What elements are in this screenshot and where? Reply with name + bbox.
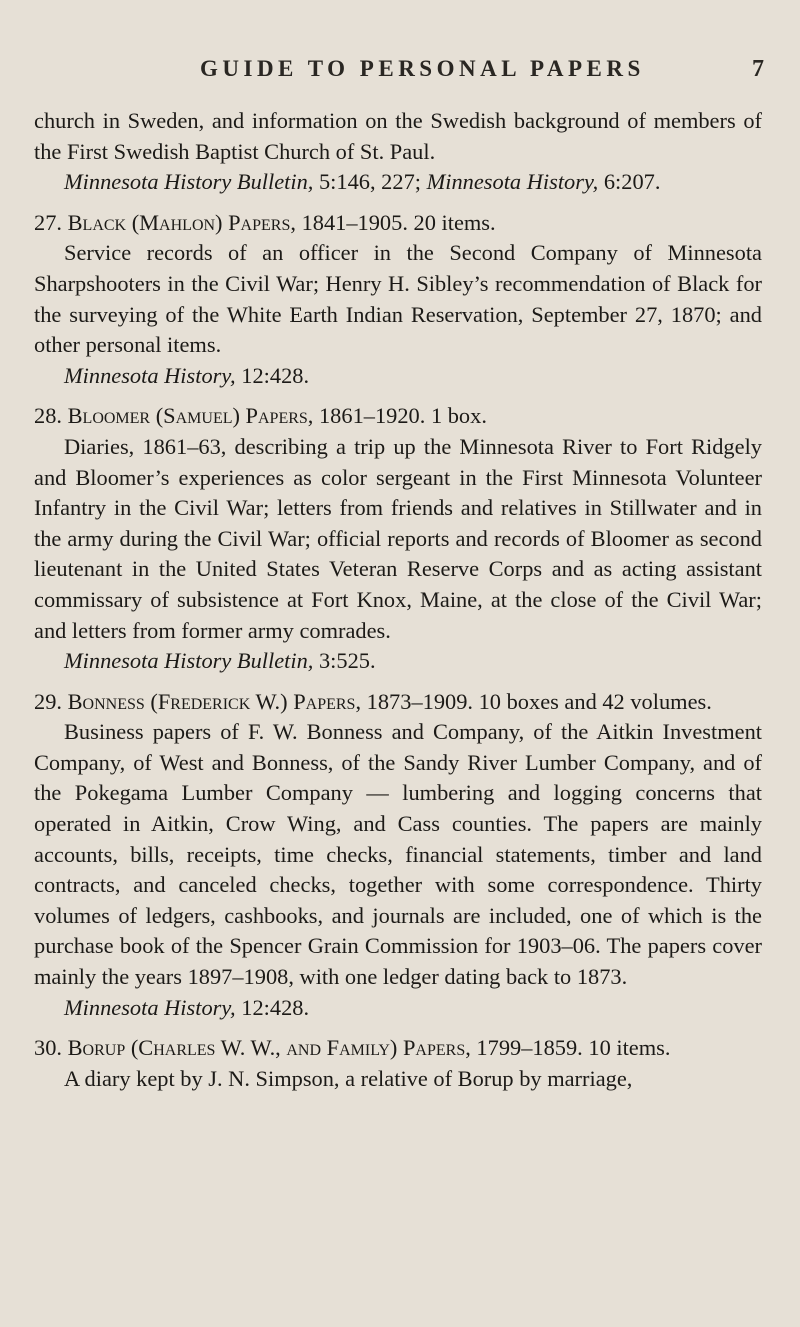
- entry-name: Borup (Charles W. W., and Family) Papers,: [67, 1035, 471, 1061]
- citation-ref: 12:428.: [235, 994, 310, 1020]
- entry-description: Service records of an officer in the Second Company of Minnesota Sharpshooters in the Civil War; Henry H. Sibley’s recommendation of Black for the surveying of the White Earth Indian Reservation, September 27, 1870; and other personal items.: [34, 240, 762, 358]
- citation-journal: Minnesota History Bulletin,: [64, 648, 314, 674]
- entry-heading: [34, 1033, 762, 1064]
- citation-ref: 6:207.: [598, 169, 661, 195]
- entry-number: 27.: [34, 209, 62, 235]
- citation-ref: 3:525.: [313, 648, 376, 674]
- entry-details: 1841–1905. 20 items.: [295, 209, 496, 235]
- entry-details: 1861–1920. 1 box.: [313, 403, 487, 429]
- entry-number: 30.: [34, 1035, 62, 1061]
- citation-journal: Minnesota History,: [64, 994, 236, 1020]
- entry-name: Bonness (Frederick W.) Papers,: [67, 688, 362, 714]
- entry-details: 1873–1909. 10 boxes and 42 volumes.: [361, 688, 712, 714]
- citation-journal: Minnesota History Bulletin,: [64, 169, 314, 195]
- entry-citation: [34, 993, 762, 1024]
- entry-name: Black (Mahlon) Papers,: [67, 209, 296, 235]
- entry-heading: [34, 687, 762, 718]
- citation-journal: Minnesota History,: [64, 362, 236, 388]
- citation-journal: Minnesota History,: [426, 169, 599, 195]
- entry-heading: [34, 401, 762, 432]
- entry-number: 28.: [34, 403, 62, 429]
- continued-paragraph: church in Sweden, and information on the Swedish background of members of the First Swedish Baptist Church of St. Paul.: [34, 108, 762, 164]
- running-head: [0, 56, 800, 96]
- entry-citation: [34, 361, 762, 392]
- intro-citation: [34, 167, 762, 198]
- page-number: 7: [752, 56, 764, 82]
- entry-citation: [34, 646, 762, 677]
- entry-number: 29.: [34, 688, 62, 714]
- entry-description: A diary kept by J. N. Simpson, a relative of Borup by marriage,: [64, 1065, 633, 1091]
- page-body: [34, 106, 762, 1094]
- entry-name: Bloomer (Samuel) Papers,: [67, 403, 314, 429]
- entry-description: Business papers of F. W. Bonness and Company, of the Aitkin Investment Company, of West and Bonness, of the Sandy River Lumber Company, and of the Pokegama Lumber Company — lumbering and logging concerns that operated in Aitkin, Crow Wing, and Cass counties. The papers are mainly accounts, bills, receipts, time checks, financial statements, timber and land contracts, and canceled checks, together with some correspondence. Thirty volumes of ledgers, cashbooks, and journals are included, one of which is the purchase book of the Spencer Grain Commission for 1903–06. The papers cover mainly the years 1897–1908, with one ledger dating back to 1873.: [34, 719, 762, 990]
- citation-ref: 5:146, 227;: [313, 169, 427, 195]
- entry-heading: [34, 208, 762, 239]
- entry-details: 1799–1859. 10 items.: [470, 1035, 671, 1061]
- entry-description: Diaries, 1861–63, describing a trip up the Minnesota River to Fort Ridgely and Bloomer’s experiences as color sergeant in the First Minnesota Volunteer Infantry in the Civil War; letters from friends and relatives in Stillwater and in the army during the Civil War; official reports and records of Bloomer as second lieutenant in the United States Veteran Reserve Corps and as acting assistant commissary of subsistence at Fort Knox, Maine, at the close of the Civil War; and letters from former army comrades.: [34, 433, 762, 643]
- running-head-title: GUIDE TO PERSONAL PAPERS: [200, 56, 645, 81]
- citation-ref: 12:428.: [235, 362, 310, 388]
